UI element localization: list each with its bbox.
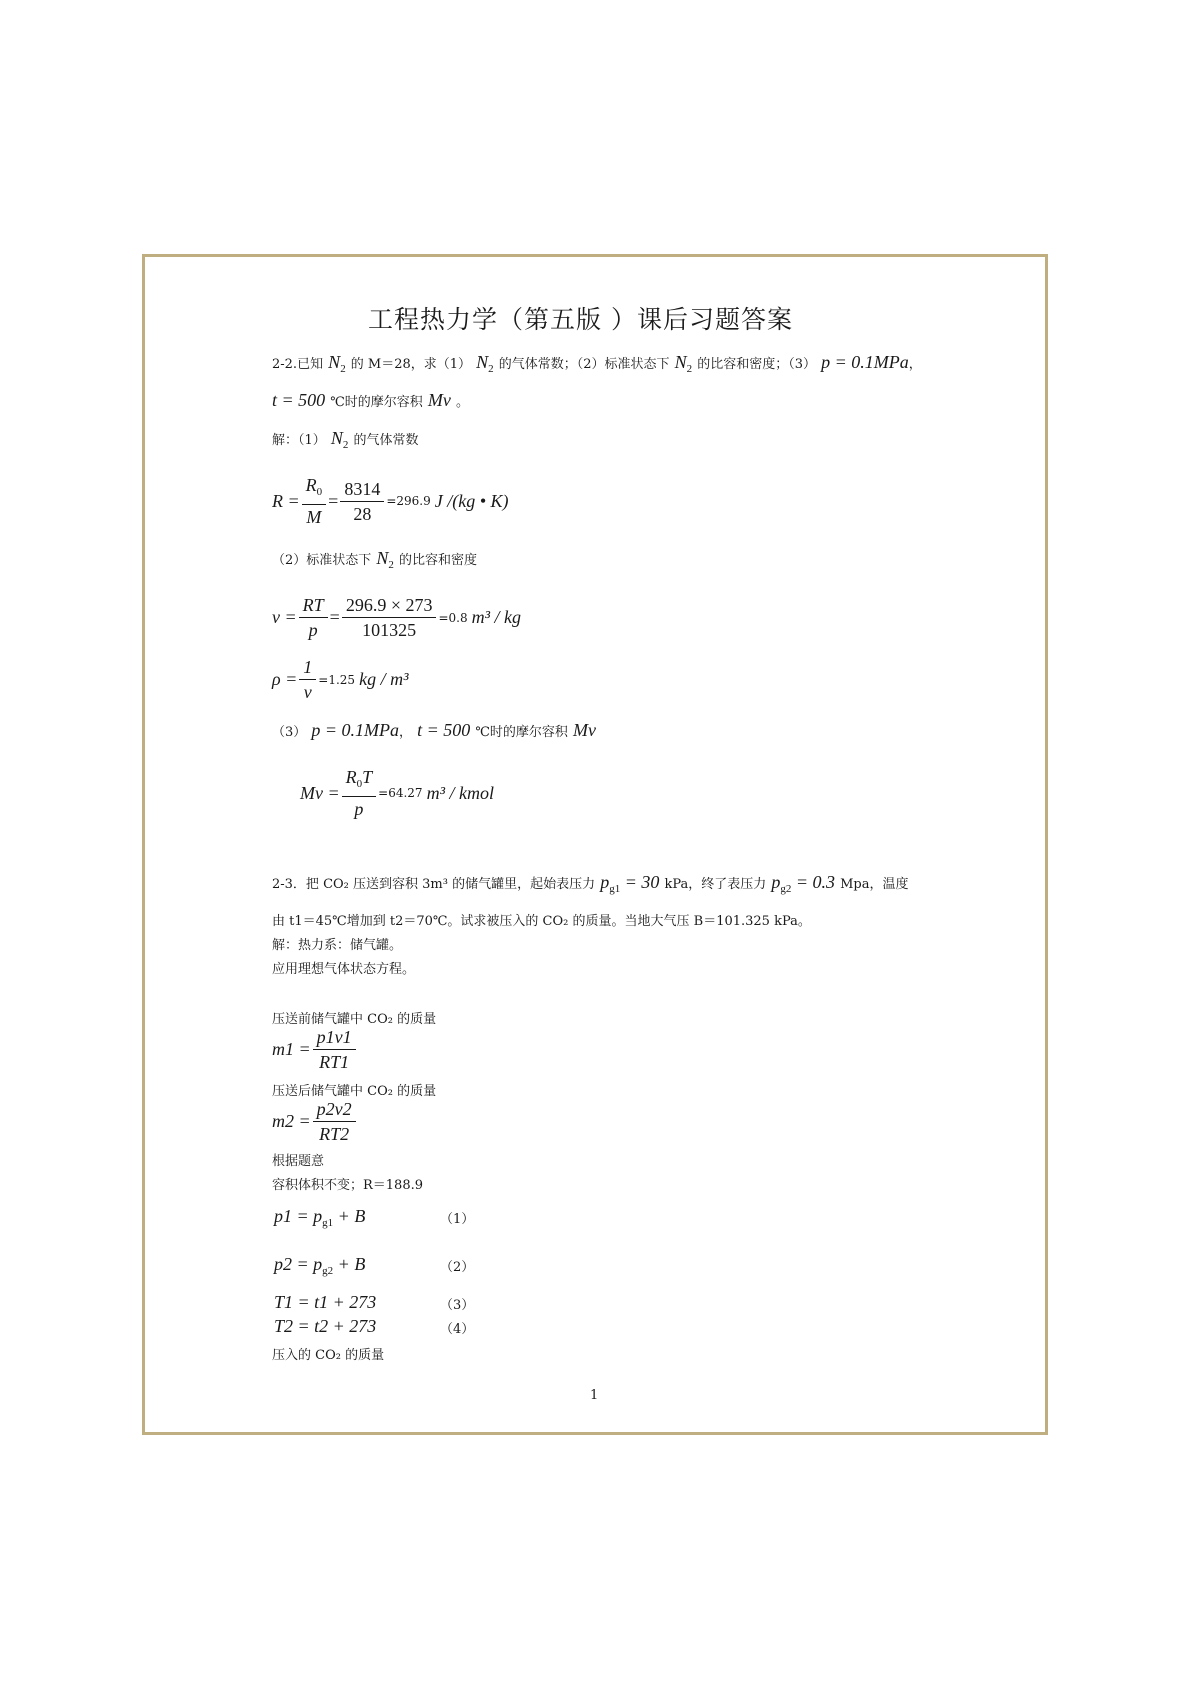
solution-2-2-step2: （2）标准状态下 $N_2$ 的比容和密度 — [272, 548, 477, 571]
equation-t1: T1 = t1 + 273 — [274, 1292, 377, 1312]
constant-volume-note: 容积体积不变；R＝188.9 — [272, 1178, 424, 1193]
problem-2-3-statement-line2: 由 t1＝45℃增加到 t2＝70℃。试求被压入的 CO₂ 的质量。当地大气压 B＝101.325 kPa。 — [272, 914, 811, 929]
equation-m1: m1 = $\frac{p1v1}{RT1}$ — [272, 1026, 358, 1073]
equation-gas-constant: R = $\frac{R_0}{M}$ = $\frac{8314}{28}$ =296.9 J /(kg • K) — [272, 475, 509, 527]
equation-p1: $p1 = p_{g1} + B$ — [274, 1206, 366, 1229]
solution-2-2-step1: 解：（1） $N_2$ 的气体常数 — [272, 428, 419, 451]
basis-label: 根据题意 — [272, 1154, 325, 1169]
document-title: 工程热力学（第五版 ）课后习题答案 — [368, 305, 793, 334]
equation-tag-2: （2） — [440, 1260, 475, 1275]
problem-2-2-statement-line2: t = 500 ℃时的摩尔容积 Mv 。 — [272, 390, 469, 410]
equation-density: ρ = $\frac{1}{v}$ =1.25 kg / m³ — [272, 657, 409, 702]
mass-injected-label: 压入的 CO₂ 的质量 — [272, 1348, 385, 1363]
equation-tag-3: （3） — [440, 1298, 475, 1313]
solution-2-3-method: 应用理想气体状态方程。 — [272, 962, 416, 977]
page-number: 1 — [590, 1388, 599, 1403]
mass-after-label: 压送后储气罐中 CO₂ 的质量 — [272, 1084, 437, 1099]
solution-2-2-step3: （3） p = 0.1MPa， t = 500 ℃时的摩尔容积 Mv — [272, 720, 596, 740]
equation-specific-volume: v = $\frac{RT}{p}$ = $\frac{296.9 \times 273}{101325}$ =0.8 m³ / kg — [272, 595, 521, 640]
mass-before-label: 压送前储气罐中 CO₂ 的质量 — [272, 1012, 437, 1027]
problem-2-2-statement-line1: 2-2.已知 $N_2$ 的 M＝28，求（1） $N_2$ 的气体常数；（2）标准状态下 $N_2$ 的比容和密度；（3） p = 0.1MPa， — [272, 352, 922, 375]
equation-p2: $p2 = p_{g2} + B$ — [274, 1254, 366, 1277]
equation-tag-4: （4） — [440, 1322, 475, 1337]
solution-2-3-system: 解：热力系：储气罐。 — [272, 938, 403, 953]
equation-m2: m2 = $\frac{p2v2}{RT2}$ — [272, 1098, 358, 1145]
n2-symbol: $N_2$ — [328, 352, 346, 375]
equation-t2: T2 = t2 + 273 — [274, 1316, 377, 1336]
equation-tag-1: （1） — [440, 1212, 475, 1227]
problem-2-3-statement-line1: 2-3．把 CO₂ 压送到容积 3m³ 的储气罐里，起始表压力 $p_{g1} = 30$ kPa，终了表压力 $p_{g2} = 0.3$ Mpa，温度 — [272, 872, 909, 895]
equation-molar-volume: Mv = $\frac{R_0T}{p}$ =64.27 m³ / kmol — [300, 767, 494, 819]
